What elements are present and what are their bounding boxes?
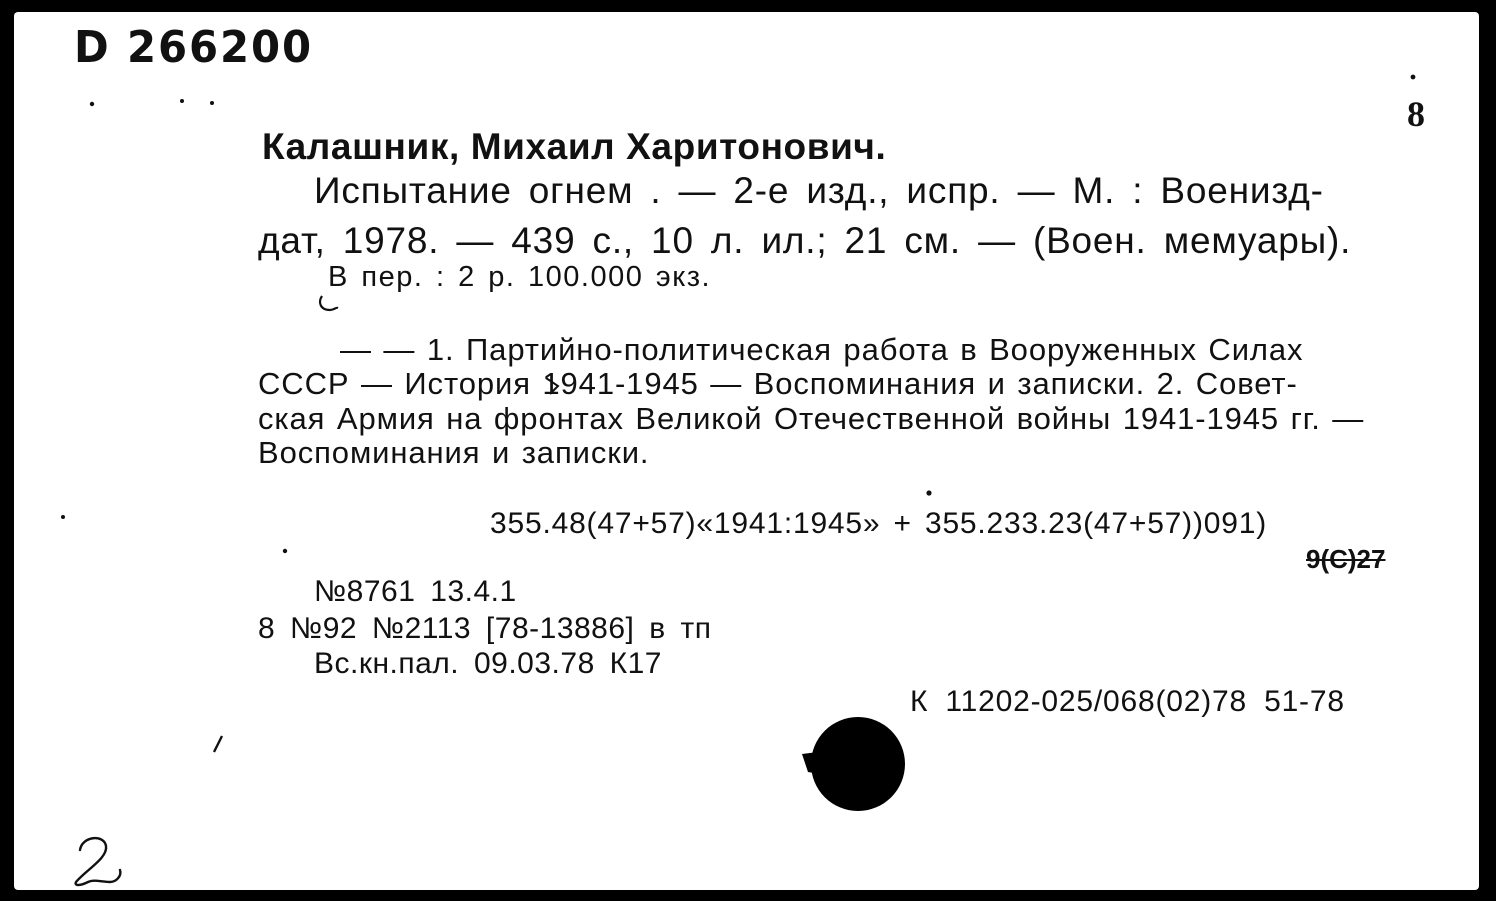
speck — [86, 96, 226, 110]
description-line: дат, 1978. — 439 с., 10 л. ил.; 21 см. — (Воен. мемуары). — [258, 220, 1352, 261]
tech-line: Вс.кн.пал. 09.03.78 К17 — [314, 647, 662, 680]
tech-line: №8761 13.4.1 — [314, 575, 517, 608]
speck — [1408, 70, 1418, 84]
subject-line: ская Армия на фронтах Великой Отечественной войны 1941-1945 гг. — — [258, 401, 1365, 436]
subject-line: Воспоминания и записки. — [258, 435, 650, 470]
pen-mark — [210, 734, 226, 756]
catalog-card — [14, 12, 1479, 890]
handwritten-note — [70, 830, 130, 890]
classification-code-struck: 9(С)27 — [1306, 544, 1386, 574]
description-line: Испытание огнем . — 2-е изд., испр. — М. : Военизд- — [314, 170, 1324, 211]
author-heading: Калашник, Михаил Харитонович. — [262, 126, 887, 167]
speck — [58, 512, 68, 522]
price-line: В пер. : 2 р. 100.000 экз. — [328, 261, 712, 293]
speck — [924, 488, 934, 498]
index-line: К 11202-025/068(02)78 51-78 — [910, 685, 1345, 718]
classification-code: 355.48(47+57)«1941:1945» + 355.233.23(47+57))091) — [490, 507, 1267, 540]
stamp-number: D 266200 — [74, 22, 313, 73]
subject-line: СССР — История 1941-1945 — Воспоминания и записки. 2. Совет- — [258, 366, 1298, 401]
punch-hole — [800, 712, 908, 812]
card-number: 8 — [1407, 94, 1425, 134]
speck — [280, 546, 290, 556]
pen-mark — [544, 374, 564, 398]
subject-line: — — 1. Партийно-политическая работа в Вооруженных Силах — [340, 332, 1304, 367]
pen-mark — [314, 294, 344, 318]
tech-line: 8 №92 №2113 [78-13886] в тп — [258, 612, 712, 645]
